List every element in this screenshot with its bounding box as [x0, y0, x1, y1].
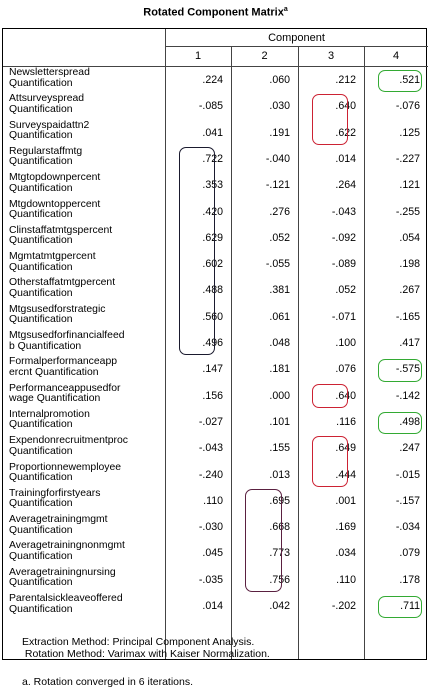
row-label: Otherstaffatmtgpercent Quantification — [9, 277, 116, 299]
loading-cell: .101 — [269, 415, 290, 428]
loading-cell: -.240 — [198, 468, 223, 481]
column-number-3: 3 — [327, 50, 335, 62]
loading-cell: .110 — [203, 494, 223, 507]
loading-cell: .264 — [335, 179, 356, 192]
loading-cell: -.575 — [395, 363, 420, 376]
row-label: Parentalsickleaveoffered Quantification — [9, 593, 123, 615]
loading-cell: -.165 — [395, 310, 420, 323]
loading-cell: .054 — [399, 231, 420, 244]
row-label: Clinstaffatmtgspercent Quantification — [9, 224, 113, 247]
loading-cell: .247 — [399, 442, 420, 455]
loading-cell: .622 — [335, 126, 356, 139]
loading-cell: -.142 — [395, 389, 420, 402]
row-label: Averagetrainingnursing Quantification — [9, 566, 116, 589]
loading-cell: .100 — [335, 337, 356, 349]
loading-cell: .042 — [269, 600, 290, 612]
loading-cell: .013 — [269, 468, 290, 481]
component-4-highlight-b — [378, 359, 422, 381]
loading-cell: .169 — [335, 521, 356, 534]
loading-cell: .030 — [269, 100, 290, 113]
row-label: Newsletterspread Quantification — [9, 67, 90, 89]
loading-cell: .695 — [269, 494, 290, 507]
loading-cell: .156 — [202, 389, 223, 402]
loading-cell: -.157 — [395, 494, 420, 507]
component-2-highlight — [245, 489, 282, 592]
table-footer — [22, 636, 270, 660]
rotated-component-matrix-table — [2, 28, 427, 660]
loading-cell: .711 — [400, 600, 420, 612]
row-label: Surveyspaidattn2 Quantification — [9, 119, 90, 142]
loading-cell: .488 — [202, 284, 223, 297]
loading-cell: .191 — [269, 126, 290, 139]
loading-cell: .079 — [399, 547, 420, 560]
loading-cell: .629 — [202, 231, 223, 244]
row-label: Regularstaffmtg Quantification — [9, 145, 83, 168]
component-3-highlight-b — [312, 384, 348, 408]
loading-cell: -.043 — [331, 205, 356, 218]
loading-cell: .000 — [269, 389, 290, 402]
header-divider — [165, 46, 428, 47]
loading-cell: .001 — [335, 494, 356, 507]
loading-cell: .381 — [269, 284, 290, 297]
loading-cell: .420 — [202, 205, 223, 218]
loading-cell: .034 — [335, 547, 356, 560]
loading-cell: .181 — [269, 363, 290, 376]
column-number-1: 1 — [194, 50, 202, 62]
loading-cell: -.202 — [331, 600, 356, 612]
loading-cell: -.055 — [265, 258, 290, 271]
component-header: Component — [268, 32, 325, 44]
row-label: Internalpromotion Quantification — [9, 408, 90, 431]
loading-cell: .640 — [335, 389, 356, 402]
row-label: Attsurveyspread Quantification — [9, 93, 85, 115]
component-3-highlight-a — [312, 94, 348, 145]
loading-cell: .212 — [335, 74, 356, 86]
loading-cell: .061 — [269, 310, 290, 323]
loading-cell: .116 — [336, 415, 356, 428]
component-4-highlight-c — [378, 412, 422, 434]
loading-cell: -.030 — [198, 521, 223, 534]
loading-cell: .014 — [335, 152, 356, 165]
loading-cell: .048 — [269, 337, 290, 349]
loading-cell: .045 — [202, 547, 223, 560]
loading-cell: .668 — [269, 521, 290, 534]
loading-cell: .602 — [202, 258, 223, 271]
row-label: Mtgtopdownpercent Quantification — [9, 172, 101, 194]
loading-cell: .178 — [399, 573, 420, 586]
loading-cell: .756 — [269, 573, 290, 586]
row-label: Mtgsusedforfinancialfeed b Quantification — [9, 330, 125, 352]
component-4-highlight-d — [378, 596, 422, 618]
loading-cell: .110 — [336, 573, 356, 586]
loading-cell: -.076 — [395, 100, 420, 113]
loading-cell: .773 — [269, 547, 290, 560]
row-label: Proportionnewemployee Quantification — [9, 461, 122, 483]
component-4-highlight-a — [378, 70, 422, 92]
loading-cell: .417 — [399, 337, 420, 349]
loading-cell: .521 — [399, 74, 420, 86]
column-number-2: 2 — [261, 50, 268, 62]
row-label: Mgmtatmtgpercent Quantification — [9, 251, 96, 273]
loading-cell: .224 — [202, 74, 223, 86]
loading-cell: .076 — [335, 363, 356, 376]
component-3-highlight-c — [312, 436, 348, 487]
loading-cell: -.015 — [395, 468, 420, 481]
loading-cell: -.027 — [198, 415, 223, 428]
rotation-method-note: Rotation Method: Varimax with Kaiser Normalization. — [22, 648, 270, 660]
loading-cell: -.085 — [198, 100, 223, 113]
loading-cell: .640 — [335, 100, 356, 113]
loading-cell: -.227 — [395, 152, 420, 165]
loading-cell: .198 — [399, 258, 420, 271]
loading-cell: .155 — [269, 442, 290, 455]
loading-cell: .496 — [202, 337, 223, 349]
column-number-4: 4 — [392, 50, 400, 62]
loading-cell: .560 — [202, 310, 223, 323]
loading-cell: -.040 — [265, 152, 290, 165]
loading-cell: -.071 — [331, 310, 356, 323]
loading-cell: .276 — [269, 205, 290, 218]
loading-cell: -.035 — [198, 573, 223, 586]
loading-cell: .649 — [335, 442, 356, 455]
loading-cell: .444 — [335, 468, 356, 481]
loading-cell: .121 — [399, 179, 420, 192]
loading-cell: .014 — [202, 600, 223, 612]
row-label: Expendonrecruitmentproc Quantification — [9, 435, 128, 457]
row-label: Mtgdowntoppercent Quantification — [9, 198, 101, 220]
loading-cell: -.092 — [331, 231, 356, 244]
loading-cell: -.089 — [331, 258, 356, 271]
loading-cell: .052 — [269, 231, 290, 244]
convergence-note: a. Rotation converged in 6 iterations. — [22, 676, 194, 688]
loading-cell: -.255 — [395, 205, 420, 218]
loading-cell: .125 — [399, 126, 420, 139]
component-1-highlight — [179, 147, 215, 355]
loading-cell: -.034 — [395, 521, 420, 534]
loading-cell: .722 — [202, 152, 223, 165]
loading-cell: .353 — [202, 179, 223, 192]
extraction-method-note: Extraction Method: Principal Component Analysis. — [22, 636, 255, 648]
loading-cell: .041 — [202, 126, 223, 139]
loading-cell: .147 — [202, 363, 223, 376]
row-label: Formalperformanceapp ercnt Quantification — [9, 356, 117, 378]
loading-cell: .498 — [399, 415, 420, 428]
loading-cell: -.121 — [265, 179, 290, 192]
row-label: Averagetrainingmgmt Quantification — [9, 514, 108, 536]
loading-cell: .052 — [335, 284, 356, 297]
loading-cell: .267 — [399, 284, 420, 297]
row-label: Averagetrainingnonmgmt Quantification — [9, 540, 125, 562]
loading-cell: -.043 — [198, 442, 223, 455]
table-title: Rotated Component Matrix$^a$ — [143, 6, 288, 19]
row-label: Trainingforfirstyears Quantification — [9, 487, 101, 510]
row-label: Mtgsusedforstrategic Quantification — [9, 303, 106, 326]
loading-cell: .060 — [269, 74, 290, 86]
row-label: Performanceappusedfor wage Quantification — [9, 382, 121, 405]
